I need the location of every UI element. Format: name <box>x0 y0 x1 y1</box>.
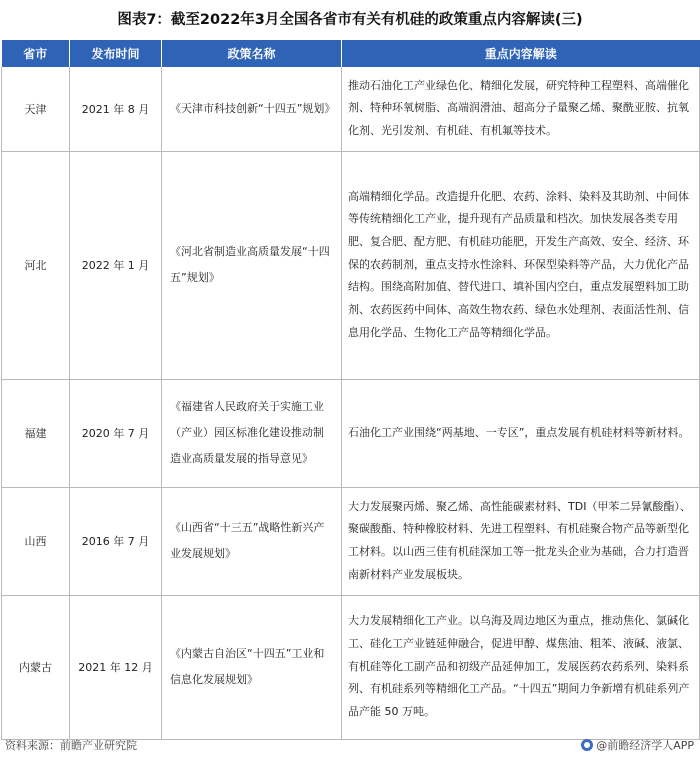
date-cell: 2021 年 12 月 <box>70 595 162 739</box>
header-province: 省市 <box>2 40 70 67</box>
table-row <box>2 67 700 151</box>
date-cell: 2022 年 1 月 <box>70 151 162 379</box>
brand-footer <box>581 737 694 753</box>
policy-cell: 《福建省人民政府关于实施工业（产业）园区标准化建设推动制造业高质量发展的指导意见》 <box>162 379 342 487</box>
policy-cell: 《内蒙古自治区“十四五”工业和信息化发展规划》 <box>162 595 342 739</box>
qianzhan-logo-icon <box>581 739 593 751</box>
province-cell: 内蒙古 <box>2 595 70 739</box>
header-date: 发布时间 <box>70 40 162 67</box>
policy-cell: 《天津市科技创新“十四五”规划》 <box>162 67 342 151</box>
content-cell: 高端精细化学品。改造提升化肥、农药、涂料、染料及其助剂、中间体等传统精细化工产业，提升现有产品质量和档次。加快发展各类专用肥、复合肥、配方肥、有机硅功能肥，开发生产高效、安全、经济、环保的农药制剂，重点支持水性涂料、环保型染料等产品，大力优化产品结构。围绕高附加值、替代进口、填补国内空白，重点发展塑料加工助剂、农药医药中间体、高效生物农药、绿色水处理剂、表面活性剂、信息用化学品、生物化工产品等精细化学品。 <box>342 151 700 379</box>
table-row <box>2 379 700 487</box>
brand-label: @前瞻经济学人APP <box>596 739 694 752</box>
page-title: 图表7：截至2022年3月全国各省市有关有机硅的政策重点内容解读(三) <box>117 12 583 28</box>
date-cell: 2021 年 8 月 <box>70 67 162 151</box>
policy-cell: 《河北省制造业高质量发展“十四五”规划》 <box>162 151 342 379</box>
content-cell: 推动石油化工产业绿色化、精细化发展，研究特种工程塑料、高端催化剂、特种环氧树脂、高端润滑油、超高分子量聚乙烯、聚酰亚胺、抗氧化剂、光引发剂、有机硅、有机氟等技术。 <box>342 67 700 151</box>
header-policy: 政策名称 <box>162 40 342 67</box>
policy-cell: 《山西省“十三五”战略性新兴产业发展规划》 <box>162 487 342 595</box>
table-row <box>2 595 700 739</box>
date-cell: 2020 年 7 月 <box>70 379 162 487</box>
province-cell: 河北 <box>2 151 70 379</box>
province-cell: 山西 <box>2 487 70 595</box>
source-note: 资料来源：前瞻产业研究院 <box>5 739 137 752</box>
content-cell: 大力发展聚丙烯、聚乙烯、高性能碳素材料、TDI（甲苯二异氰酸酯）、聚碳酸酯、特种橡胶材料、先进工程塑料、有机硅聚合物产品等新型化工材料。以山西三佳有机硅深加工等一批龙头企业为基础，合力打造晋南新材料产业发展板块。 <box>342 487 700 595</box>
content-cell: 大力发展精细化工产业。以乌海及周边地区为重点，推动焦化、氯碱化工、硅化工产业链延伸融合，促进甲醇、煤焦油、粗苯、液碱、液氯、有机硅等化工副产品和初级产品延伸加工，发展医药农药系列、染料系列、有机硅系列等精细化工产品。“十四五”期间力争新增有机硅系列产品产能 50 万吨。 <box>342 595 700 739</box>
province-cell: 天津 <box>2 67 70 151</box>
table-row <box>2 487 700 595</box>
policy-table <box>1 40 700 740</box>
province-cell: 福建 <box>2 379 70 487</box>
header-content: 重点内容解读 <box>342 40 700 67</box>
table-header-row <box>2 40 700 67</box>
date-cell: 2016 年 7 月 <box>70 487 162 595</box>
table-row <box>2 151 700 379</box>
content-cell: 石油化工产业围绕“两基地、一专区”，重点发展有机硅材料等新材料。 <box>342 379 700 487</box>
